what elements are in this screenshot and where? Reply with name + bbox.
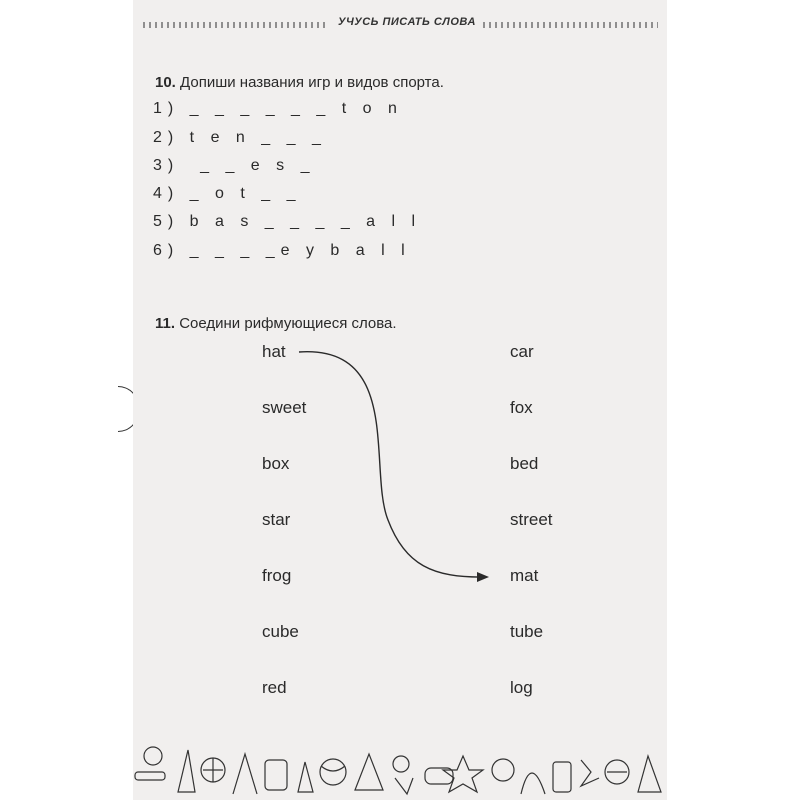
left-word-sweet[interactable]: sweet — [262, 398, 307, 417]
right-word-fox[interactable]: fox — [510, 398, 533, 417]
right-word-log[interactable]: log — [510, 678, 533, 697]
task10-line-1: 1) _ _ _ _ _ _ t o n — [153, 100, 403, 117]
right-word-street[interactable]: street — [510, 510, 553, 529]
task10-line-4: 4) _ o t _ _ — [153, 185, 302, 202]
left-word-star[interactable]: star — [262, 510, 291, 529]
right-word-car[interactable]: car — [510, 342, 534, 361]
task10-line-6: 6) _ _ _ _e y b a l l — [153, 242, 411, 259]
task10-line-3: 3) _ _ e s _ — [153, 157, 316, 174]
task10-number: 10. — [155, 74, 176, 91]
task11-number: 11. — [155, 315, 176, 332]
right-word-mat[interactable]: mat — [510, 566, 539, 585]
left-word-cube[interactable]: cube — [262, 622, 299, 641]
task11-instruction: Соедини рифмующиеся слова. — [179, 315, 397, 332]
right-word-tube[interactable]: tube — [510, 622, 544, 641]
left-word-frog[interactable]: frog — [262, 566, 292, 585]
worksheet-page — [133, 0, 667, 800]
right-word-bed[interactable]: bed — [510, 454, 539, 473]
header-title: УЧУСЬ ПИСАТЬ СЛОВА — [338, 16, 476, 28]
doodle-border — [133, 742, 667, 800]
left-word-hat[interactable]: hat — [262, 342, 286, 361]
task10-line-5: 5) b a s _ _ _ _ a l l — [153, 213, 422, 230]
left-word-red[interactable]: red — [262, 678, 287, 697]
left-word-box[interactable]: box — [262, 454, 290, 473]
example-arrow — [133, 0, 667, 800]
task10-line-2: 2) t e n _ _ _ — [153, 129, 327, 146]
task10-instruction: Допиши названия игр и видов спорта. — [180, 74, 444, 91]
